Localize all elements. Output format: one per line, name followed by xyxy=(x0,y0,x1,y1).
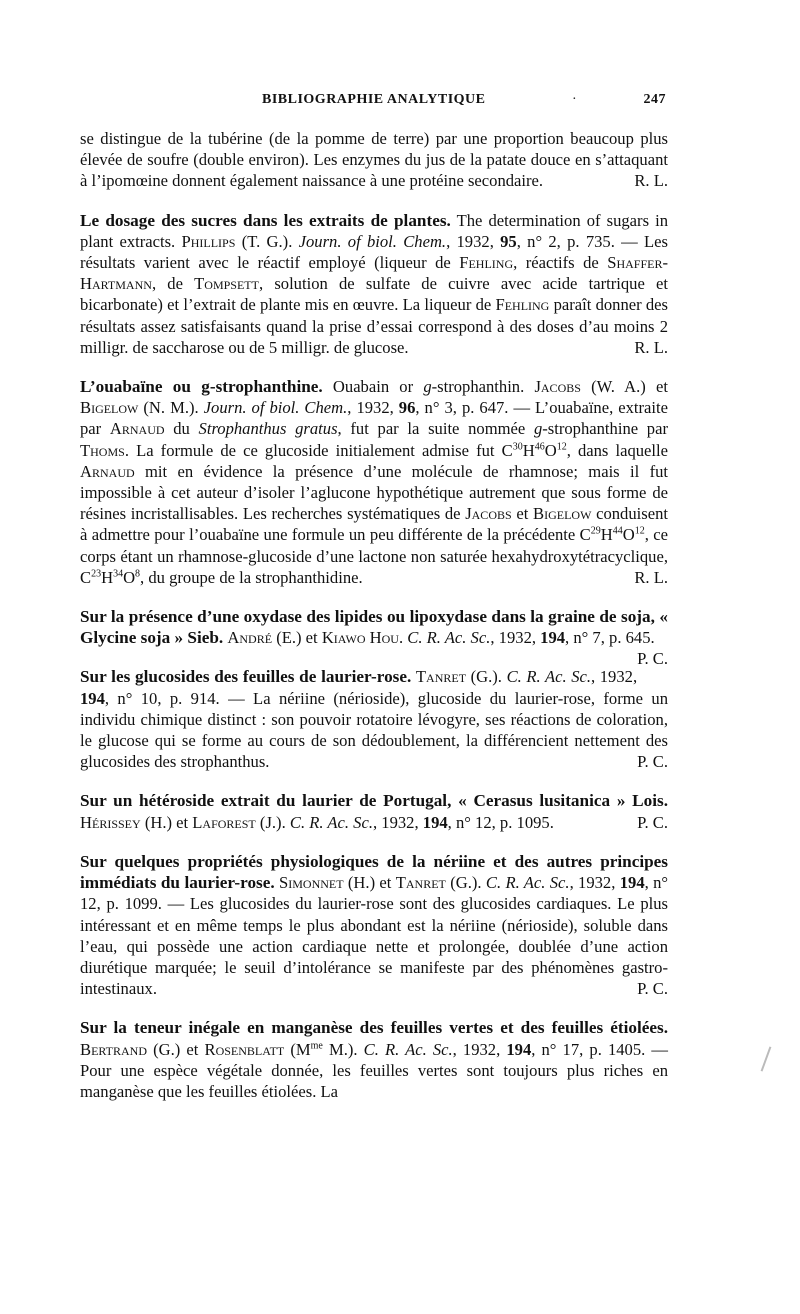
entry-signature: P. C. xyxy=(637,812,668,832)
volume-number: 96 xyxy=(398,398,416,418)
entry-heteroside xyxy=(80,790,668,832)
entry-signature: P. C. xyxy=(637,979,668,999)
entry-text: , n° 12, p. 1095. xyxy=(447,812,554,832)
entry-text: , 1932, xyxy=(591,667,638,687)
author-name: Jacobs xyxy=(465,504,512,524)
entry-text: The determination of sugars in plant extracts. xyxy=(80,210,669,251)
volume-number: 194 xyxy=(619,873,645,893)
entry-text: , du groupe de la strophanthidine. xyxy=(140,567,363,587)
entry-text: (H.) et xyxy=(140,812,193,832)
entry-text: se distingue de la tubérine (de la pomme de terre) par une proportion beaucoup plus élevée de soufre (double environ). Les enzymes du jus de la patate douce en s’attaquant à l’ipomœine donnent également naissance à une protéine secondaire. xyxy=(80,129,668,191)
species-name: Strophanthus gratus xyxy=(198,419,338,439)
entry-title: L’ouabaïne ou g-strophanthine. xyxy=(80,377,323,397)
volume-number: 194 xyxy=(80,688,105,708)
author-name: Fehling xyxy=(495,295,550,315)
entry-continuation xyxy=(80,128,668,192)
entry-text: . La formule de ce glucoside initialement admise fut C xyxy=(124,440,513,460)
entry-text: M.). xyxy=(322,1039,364,1059)
author-name: Bigelow xyxy=(533,504,592,524)
formula-superscript: 30 xyxy=(512,441,523,453)
entry-proprietes-neriine xyxy=(80,851,668,999)
entry-text: , de xyxy=(151,274,195,294)
entry-signature: R. L. xyxy=(634,171,668,191)
entry-text: conduisent à admettre pour l’ouabaïne une formule un peu différente de la précédente C xyxy=(80,504,668,545)
author-name: Tompsett xyxy=(194,274,259,294)
entry-text: paraît donner des résultats assez satisfaisants quand la prise d’essai correspond à des doses d’au moins 2 milligr. de saccharose ou de 5 milligr. de glucose. xyxy=(80,295,668,357)
entry-text: (J.). xyxy=(255,812,290,832)
entry-signature: R. L. xyxy=(634,337,668,357)
entry-text: , n° 12, p. 1099. — Les glucosides du laurier-rose sont des glucosides cardiaques. Le plus intéressant et en même temps le plus abondant est la nériine (nérioside), soluble dans l’eau, qui possède une action cardiaque nette et prolongée, doublée d’une action diurétique marquée; le seuil d’intolérance se manifeste par des phénomènes gastro-intestinaux. xyxy=(80,873,669,999)
entry-text: g xyxy=(533,419,543,439)
entry-dosage-sucres xyxy=(80,210,668,358)
author-name: Tanret xyxy=(395,873,446,893)
entry-text: , ce corps étant un rhamnose-glucoside d’une lactone non saturée hexahydroxytétracyclique, C xyxy=(80,525,669,587)
journal-name: Journ. of biol. Chem. xyxy=(298,231,447,251)
header-dot: · xyxy=(572,92,578,107)
author-name: Fehling xyxy=(459,253,514,273)
entry-text: , 1932, xyxy=(569,873,620,893)
author-name: Laforest xyxy=(192,812,256,832)
page-number: 247 xyxy=(643,92,666,107)
volume-number: 194 xyxy=(506,1039,532,1059)
author-name: Arnaud xyxy=(109,419,165,439)
author-name: André xyxy=(227,628,273,648)
author-name: Simonnet xyxy=(279,873,344,893)
journal-name: Journ. of biol. Chem. xyxy=(203,398,348,418)
entry-text: H xyxy=(101,567,114,587)
entry-title: Sur la présence d’une oxydase des lipides ou lipoxydase dans la graine de soja, « Glycine soja » Sieb. xyxy=(80,607,668,648)
author-name: Arnaud xyxy=(80,461,135,481)
entry-title: Sur quelques propriétés physiologiques de la nériine et des autres principes immédiats du laurier-rose. xyxy=(80,851,668,893)
author-name: Bigelow xyxy=(80,398,139,418)
entry-text: g xyxy=(423,377,432,397)
entry-text: O xyxy=(123,567,136,587)
entry-text: (N. M.). xyxy=(138,398,204,418)
entry-text: , 1932, xyxy=(347,398,399,418)
entry-text: , n° 10, p. 914. — La nériine (nérioside), glucoside du laurier-rose, forme un individu chimique distinct : son pouvoir rotatoire lévogyre, ses réactions de coloration, le glucose qui se forme au cours de son dédoublement, la différencient nettement des glucosides des strophanthus. xyxy=(80,688,668,772)
entry-text: O xyxy=(544,440,557,460)
author-name: Hérissey xyxy=(80,812,141,832)
entry-text: , n° 7, p. 645. xyxy=(565,628,655,648)
entry-text: , dans laquelle xyxy=(566,440,668,460)
entry-ouabaine xyxy=(80,376,668,588)
entry-text: mit en évidence la présence d’une molécule de rhamnose; mais il fut impossible à cet auteur d’isoler l’aglucone hypothétique autrement que sous forme de résines incristallisables. Les recherches systématiques de xyxy=(80,461,668,524)
entry-text: , 1932, xyxy=(446,231,501,251)
author-name: Thoms xyxy=(80,440,125,460)
journal-name: C. R. Ac. Sc. xyxy=(506,667,592,687)
entry-text: (H.) et xyxy=(343,873,396,893)
entry-text: (M xyxy=(284,1039,311,1059)
journal-name: C. R. Ac. Sc. xyxy=(485,873,570,893)
entry-text: -strophanthine par xyxy=(542,419,668,439)
formula-superscript: 44 xyxy=(612,525,623,537)
entry-text: , réactifs de xyxy=(513,253,608,273)
entry-text: , n° 2, p. 735. — Les résultats varient avec le réactif employé (liqueur de xyxy=(80,231,668,273)
volume-number: 95 xyxy=(500,231,517,251)
entry-lipoxydase xyxy=(80,606,668,669)
author-name: Jacobs xyxy=(534,377,581,397)
entry-text: H xyxy=(600,525,613,545)
entry-text: (W. A.) et xyxy=(580,377,668,397)
entry-title: Sur un hétéroside extrait du laurier de Portugal, « Cerasus lusitanica » Lois. xyxy=(80,791,668,811)
entry-title: Sur la teneur inégale en manganèse des feuilles vertes et des feuilles étiolées. xyxy=(80,1018,668,1038)
entry-text: , n° 3, p. 647. — L’ouabaïne, extraite par xyxy=(80,398,668,439)
entry-manganese xyxy=(80,1017,668,1102)
superscript: me xyxy=(310,1039,323,1051)
entry-text: . xyxy=(398,628,408,648)
entry-text: O xyxy=(622,525,635,545)
formula-superscript: 46 xyxy=(534,441,545,453)
entry-signature: R. L. xyxy=(634,567,668,587)
journal-name: C. R. Ac. Sc. xyxy=(289,812,373,832)
entry-text: Ouabain or xyxy=(322,377,424,397)
formula-superscript: 34 xyxy=(113,568,124,580)
entry-title: Le dosage des sucres dans les extraits de plantes. xyxy=(80,210,451,230)
formula-superscript: 8 xyxy=(135,568,141,580)
entry-text: du xyxy=(164,419,199,439)
entry-signature: P. C. xyxy=(637,752,668,772)
author-name: Phillips xyxy=(181,231,236,251)
entry-text: , fut par la suite nommée xyxy=(337,419,534,439)
entry-text: , 1932, xyxy=(490,628,541,648)
entry-text: (G.) et xyxy=(147,1039,205,1059)
author-name: Shaffer-Hartmann xyxy=(80,253,668,294)
text-column xyxy=(80,128,668,1102)
entry-text: (T. G.). xyxy=(235,231,299,251)
entry-text: , 1932, xyxy=(452,1039,507,1059)
entry-glucosides-laurier-rose xyxy=(80,666,668,772)
formula-superscript: 12 xyxy=(634,525,645,537)
header-title: BIBLIOGRAPHIE ANALYTIQUE xyxy=(262,92,486,107)
entry-text: (G.). xyxy=(445,873,486,893)
formula-superscript: 12 xyxy=(556,441,567,453)
entry-text: , solution de sulfate de cuivre avec acide tartrique et bicarbonate) et l’extrait de plante mis en œuvre. La liqueur de xyxy=(80,274,668,315)
volume-number: 194 xyxy=(540,628,566,648)
entry-text: (G.). xyxy=(466,667,507,687)
author-name: Rosenblatt xyxy=(204,1039,285,1059)
margin-mark xyxy=(761,1046,772,1071)
entry-text: H xyxy=(522,440,535,460)
entry-text: (E.) et xyxy=(272,628,322,648)
journal-name: C. R. Ac. Sc. xyxy=(407,628,491,648)
entry-text: et xyxy=(511,504,534,524)
entry-text: , n° 17, p. 1405. — Pour une espèce végétale donnée, les feuilles vertes sont toujours plus riches en manganèse que les feuilles étiolées. La xyxy=(80,1039,668,1101)
entry-title: Sur les glucosides des feuilles de laurier-rose. xyxy=(80,667,412,687)
running-header xyxy=(80,92,700,116)
author-name: Bertrand xyxy=(80,1039,148,1059)
author-name: Tanret xyxy=(415,667,467,687)
journal-name: C. R. Ac. Sc. xyxy=(363,1039,453,1059)
entry-text: , 1932, xyxy=(372,812,423,832)
entry-signature: P. C. xyxy=(637,649,668,669)
formula-superscript: 29 xyxy=(590,525,601,537)
entry-text: -strophanthin. xyxy=(431,377,535,397)
volume-number: 194 xyxy=(422,812,448,832)
formula-superscript: 23 xyxy=(91,568,102,580)
author-name: Kiawo Hou xyxy=(321,628,399,648)
